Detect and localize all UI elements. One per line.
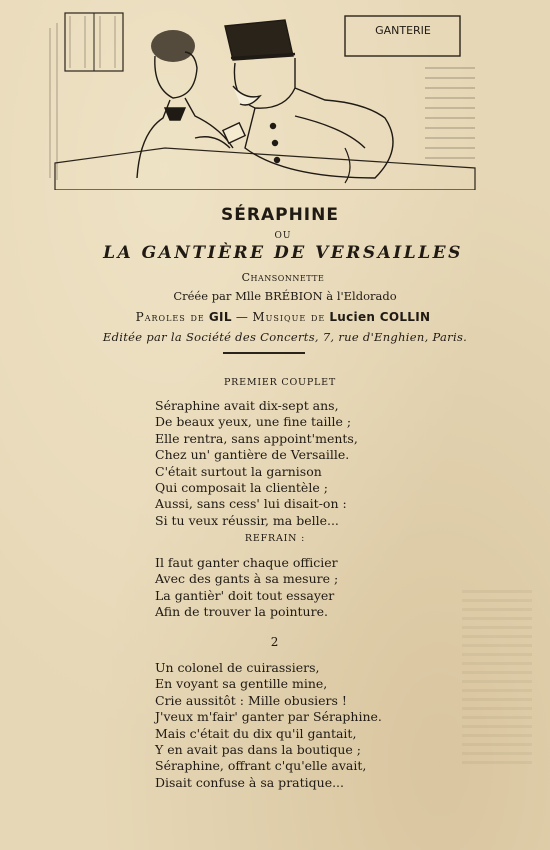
creation-credit: Créée par Mlle BRÉBION à l'Eldorado	[173, 289, 397, 303]
verse-line: Y en avait pas dans la boutique ;	[155, 742, 361, 758]
lyricist-name: GIL	[208, 310, 232, 324]
author-credits	[8, 310, 550, 324]
verse-line: Qui composait la clientèle ;	[155, 480, 328, 496]
couplet1-heading: PREMIER COUPLET	[223, 377, 337, 388]
refrain-line: Il faut ganter chaque officier	[155, 555, 338, 570]
title-connector: OU	[274, 231, 292, 241]
ganterie-sign-text: GANTERIE	[375, 24, 431, 37]
credit-separator: —	[235, 310, 249, 324]
woman-figure	[137, 30, 245, 178]
verse-line: Disait confuse à sa pratique...	[155, 774, 345, 790]
song-genre: Chansonnette	[241, 271, 325, 284]
verse-line: Crie aussitôt : Mille obusiers !	[155, 692, 347, 708]
officer-figure	[225, 20, 393, 183]
couplet2-number: 2	[270, 635, 280, 649]
header-illustration	[45, 8, 480, 190]
title-divider-rule	[223, 352, 305, 354]
show-through-texture	[462, 590, 532, 770]
verse-line: C'était surtout la garnison	[155, 463, 322, 479]
verse-line: Si tu veux réussir, ma belle...	[155, 512, 339, 528]
publisher-line: Editée par la Société des Concerts, 7, rue d'Enghien, Paris.	[102, 330, 468, 344]
verse-line: Un colonel de cuirassiers,	[155, 660, 320, 675]
lyrics-prefix: Paroles de	[135, 310, 205, 324]
composer-name: Lucien COLLIN	[329, 310, 431, 324]
refrain-stanza	[155, 555, 338, 621]
couplet2-stanza	[155, 660, 382, 791]
verse-line: Chez un' gantière de Versaille.	[155, 447, 350, 463]
refrain-line: Avec des gants à sa mesure ;	[155, 571, 339, 587]
verse-line: J'veux m'fair' ganter par Séraphine.	[155, 709, 382, 725]
refrain-heading: REFRAIN :	[244, 533, 306, 544]
verse-line: Aussi, sans cess' lui disait-on :	[155, 496, 347, 512]
song-subtitle: LA GANTIÈRE DE VERSAILLES	[103, 243, 463, 263]
couplet1-stanza	[155, 398, 358, 529]
refrain-line: La gantièr' doit tout essayer	[155, 587, 335, 603]
verse-line: Séraphine avait dix-sept ans,	[155, 398, 339, 413]
verse-line: En voyant sa gentille mine,	[155, 676, 328, 692]
verse-line: Elle rentra, sans appoint'ments,	[155, 430, 358, 446]
verse-line: Mais c'était du dix qu'il gantait,	[155, 725, 357, 741]
refrain-line: Afin de trouver la pointure.	[155, 604, 328, 620]
music-prefix: Musique de	[252, 310, 326, 324]
verse-line: Séraphine, offrant c'qu'elle avait,	[155, 758, 367, 774]
verse-line: De beaux yeux, une fine taille ;	[155, 414, 352, 430]
song-title: SÉRAPHINE	[221, 205, 339, 225]
